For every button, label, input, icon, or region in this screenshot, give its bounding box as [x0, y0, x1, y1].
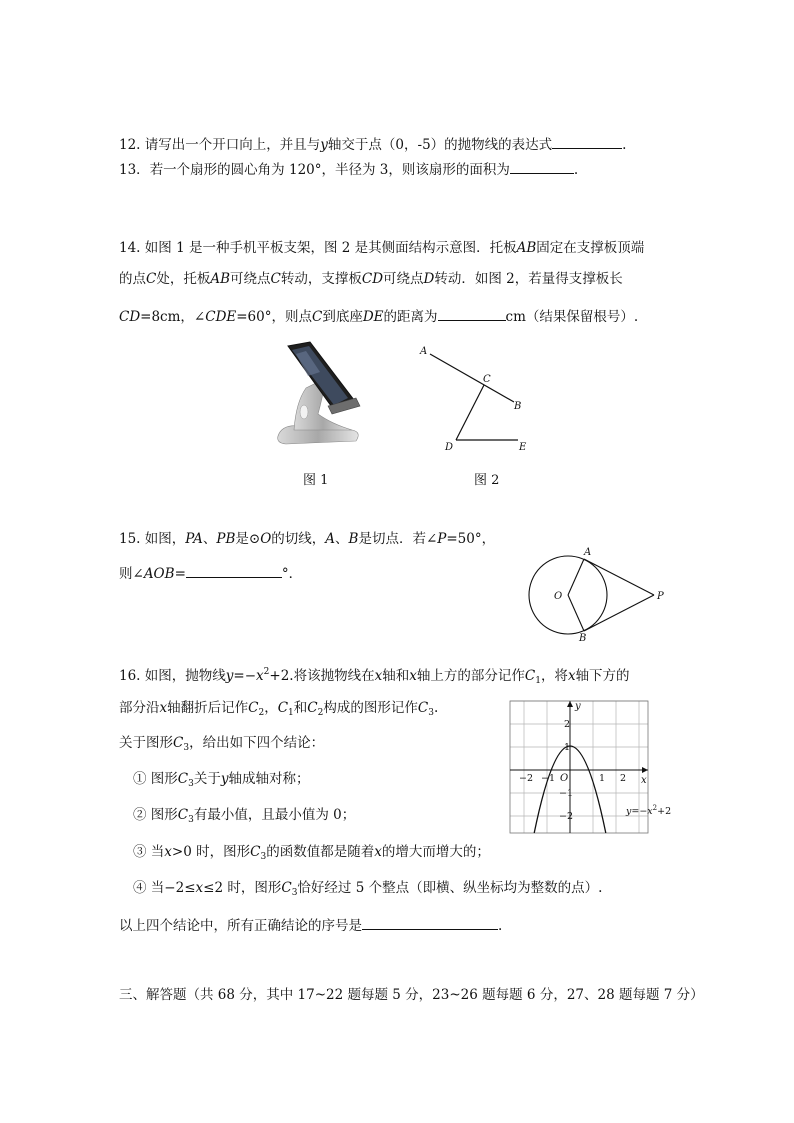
q15-line-1: 15. 如图，PA、PB是⊙O的切线，A、B是切点．若∠P=50°， [119, 531, 496, 547]
x-tick: 2 [620, 773, 627, 784]
segment-AB [430, 354, 514, 402]
q16-statement-4: ④ 当−2≤x≤2 时，图形$C_3$恰好经过 5 个整点（即横、纵坐标均为整数的点）. [133, 880, 603, 898]
label-P: P [657, 591, 664, 602]
q16-statement-3: ③ 当x>0 时，图形$C_3$的函数值都是随着x的增大而增大的； [133, 844, 490, 862]
q15-answer-blank[interactable] [186, 563, 282, 578]
q14-answer-blank[interactable] [438, 306, 506, 321]
y-tick: −2 [559, 811, 574, 822]
figure-1-caption: 图 1 [303, 473, 329, 488]
curve-formula: $y=-x^2+2$ [626, 804, 672, 817]
section-3-heading: 三、解答题（共 68 分，其中 17~22 题每题 5 分，23~26 题每题 6 分，27、28 题每题 7 分） [119, 987, 704, 1003]
q16-answer-blank[interactable] [362, 915, 498, 930]
parabola-graph [509, 697, 679, 839]
q16-statement-1: ① 图形$C_3$关于y轴成轴对称； [133, 771, 310, 789]
q12-answer-blank[interactable] [552, 134, 622, 149]
q16-line-3: 关于图形$C_3$，给出如下四个结论： [119, 735, 325, 753]
y-tick: 1 [564, 742, 571, 753]
x-tick: −1 [541, 773, 556, 784]
tangent-circle-diagram [520, 540, 670, 644]
q16-statement-2: ② 图形$C_3$有最小值，且最小值为 0； [133, 807, 356, 825]
figure-2-caption: 图 2 [474, 473, 500, 488]
q14-line-1: 14. 如图 1 是一种手机平板支架，图 2 是其侧面结构示意图．托板AB固定在支撑板顶端 [119, 240, 645, 256]
label-D: D [445, 442, 454, 453]
label-E: E [519, 442, 527, 453]
y-tick: 2 [564, 719, 571, 730]
y-axis-label: y [575, 701, 581, 712]
segment-CD [456, 385, 484, 440]
support-diagram [414, 340, 536, 460]
q12-line: 12. 请写出一个开口向上，并且与y轴交于点（0，-5）的抛物线的表达式 . [119, 134, 626, 154]
x-tick: −2 [519, 773, 534, 784]
phone-stand-figure [272, 340, 368, 452]
label-C: C [483, 374, 491, 385]
label-B: B [579, 633, 587, 644]
radius-OB [568, 595, 584, 631]
x-tick: 1 [599, 773, 606, 784]
tangent-PA [584, 559, 654, 595]
origin-label: O [560, 773, 569, 784]
q13-answer-blank[interactable] [510, 159, 574, 174]
label-A: A [420, 346, 428, 357]
q16-line-1: 16. 如图，抛物线$y=-x^2+2$.将该抛物线在x轴和x轴上方的部分记作$C_1$，将x轴下方的 [119, 667, 630, 686]
q14-line-2: 的点C处，托板AB可绕点C转动，支撑板CD可绕点D转动．如图 2，若量得支撑板长 [119, 271, 623, 287]
y-tick: −1 [559, 788, 574, 799]
q16-conclusion: 以上四个结论中，所有正确结论的序号是 . [119, 915, 502, 935]
label-O: O [554, 591, 563, 602]
q13-line: 13．若一个扇形的圆心角为 120°，半径为 3，则该扇形的面积为 . [119, 159, 578, 179]
q15-line-2: 则∠AOB= °． [119, 563, 302, 583]
q16-line-2: 部分沿x轴翻折后记作$C_2$，$C_1$和$C_2$构成的图形记作$C_3$. [119, 700, 439, 718]
radius-OA [568, 559, 584, 595]
label-B: B [514, 401, 522, 412]
tangent-PB [584, 595, 654, 631]
q14-line-3: CD=8cm，∠CDE=60°，则点C到底座DE的距离为 cm（结果保留根号）. [119, 306, 638, 326]
label-A: A [584, 547, 592, 558]
x-axis-label: x [641, 775, 647, 786]
